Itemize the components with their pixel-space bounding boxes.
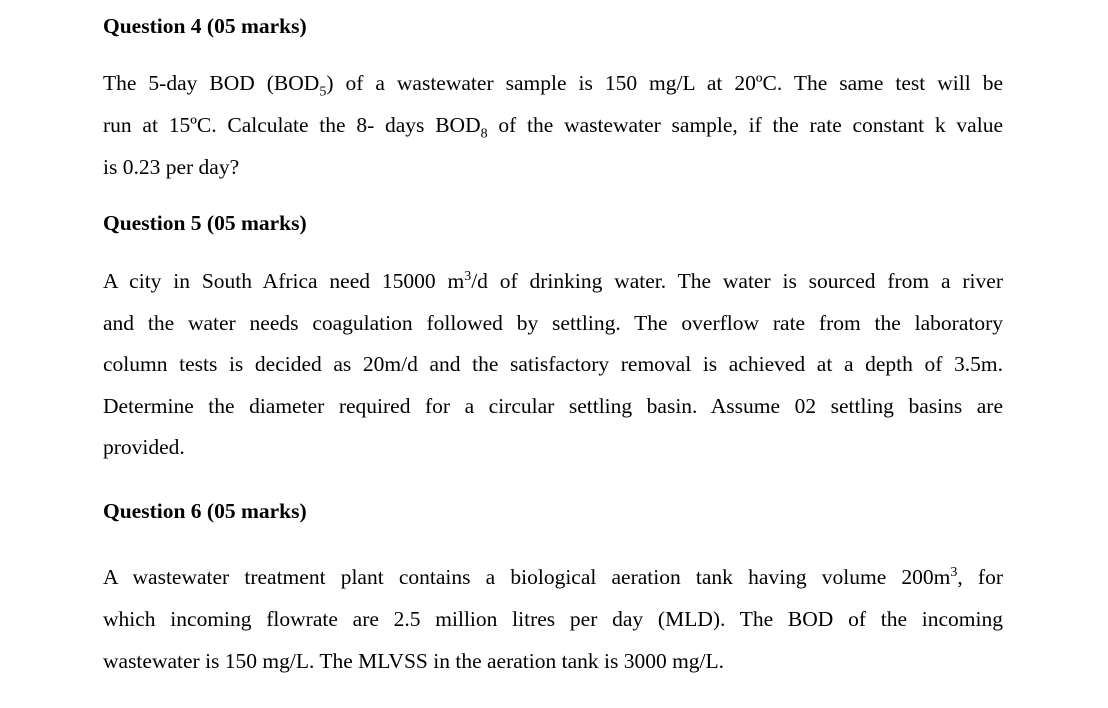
question-5-line-1	[103, 268, 1003, 294]
text-segment: /d of drinking water. The water is sourced from a river	[471, 269, 1003, 293]
question-4-line-3	[103, 154, 1003, 180]
text-segment: Determine the diameter required for a circular settling basin. Assume 02 settling basins are	[103, 394, 1003, 418]
question-4-line-2	[103, 112, 1003, 142]
superscript: 3	[950, 564, 958, 580]
question-6-line-3	[103, 648, 1003, 674]
text-segment: The 5-day BOD (BOD	[103, 71, 320, 95]
question-4-heading: Question 4 (05 marks)	[103, 14, 307, 38]
text-segment: run at 15ºC. Calculate the 8- days BOD	[103, 113, 481, 137]
question-5-line-2	[103, 310, 1003, 336]
text-segment: which incoming flowrate are 2.5 million litres per day (MLD). The BOD of the incoming	[103, 607, 1003, 631]
question-4-line-1	[103, 70, 1003, 100]
text-segment: wastewater is 150 mg/L. The MLVSS in the aeration tank is 3000 mg/L.	[103, 649, 725, 673]
subscript: 8	[480, 126, 488, 142]
question-6-heading: Question 6 (05 marks)	[103, 499, 307, 523]
text-segment: provided.	[103, 435, 185, 459]
question-5-line-3	[103, 351, 1003, 377]
text-segment: A city in South Africa need 15000 m	[103, 269, 465, 293]
text-segment: , for	[957, 565, 1003, 589]
question-6-line-2	[103, 606, 1003, 632]
text-segment: A wastewater treatment plant contains a biological aeration tank having volume 200m	[103, 565, 951, 589]
superscript: 3	[464, 268, 472, 284]
text-segment: and the water needs coagulation followed by settling. The overflow rate from the laboratory	[103, 311, 1003, 335]
subscript: 5	[319, 84, 327, 100]
text-segment: ) of a wastewater sample is 150 mg/L at 20ºC. The same test will be	[326, 71, 1003, 95]
question-5-line-5	[103, 434, 1003, 460]
question-5-line-4	[103, 393, 1003, 419]
question-6-line-1	[103, 564, 1003, 590]
text-segment: of the wastewater sample, if the rate constant k value	[487, 113, 1003, 137]
text-segment: column tests is decided as 20m/d and the satisfactory removal is achieved at a depth of 3.5m.	[103, 352, 1003, 376]
question-5-heading: Question 5 (05 marks)	[103, 211, 307, 235]
text-segment: is 0.23 per day?	[103, 155, 240, 179]
